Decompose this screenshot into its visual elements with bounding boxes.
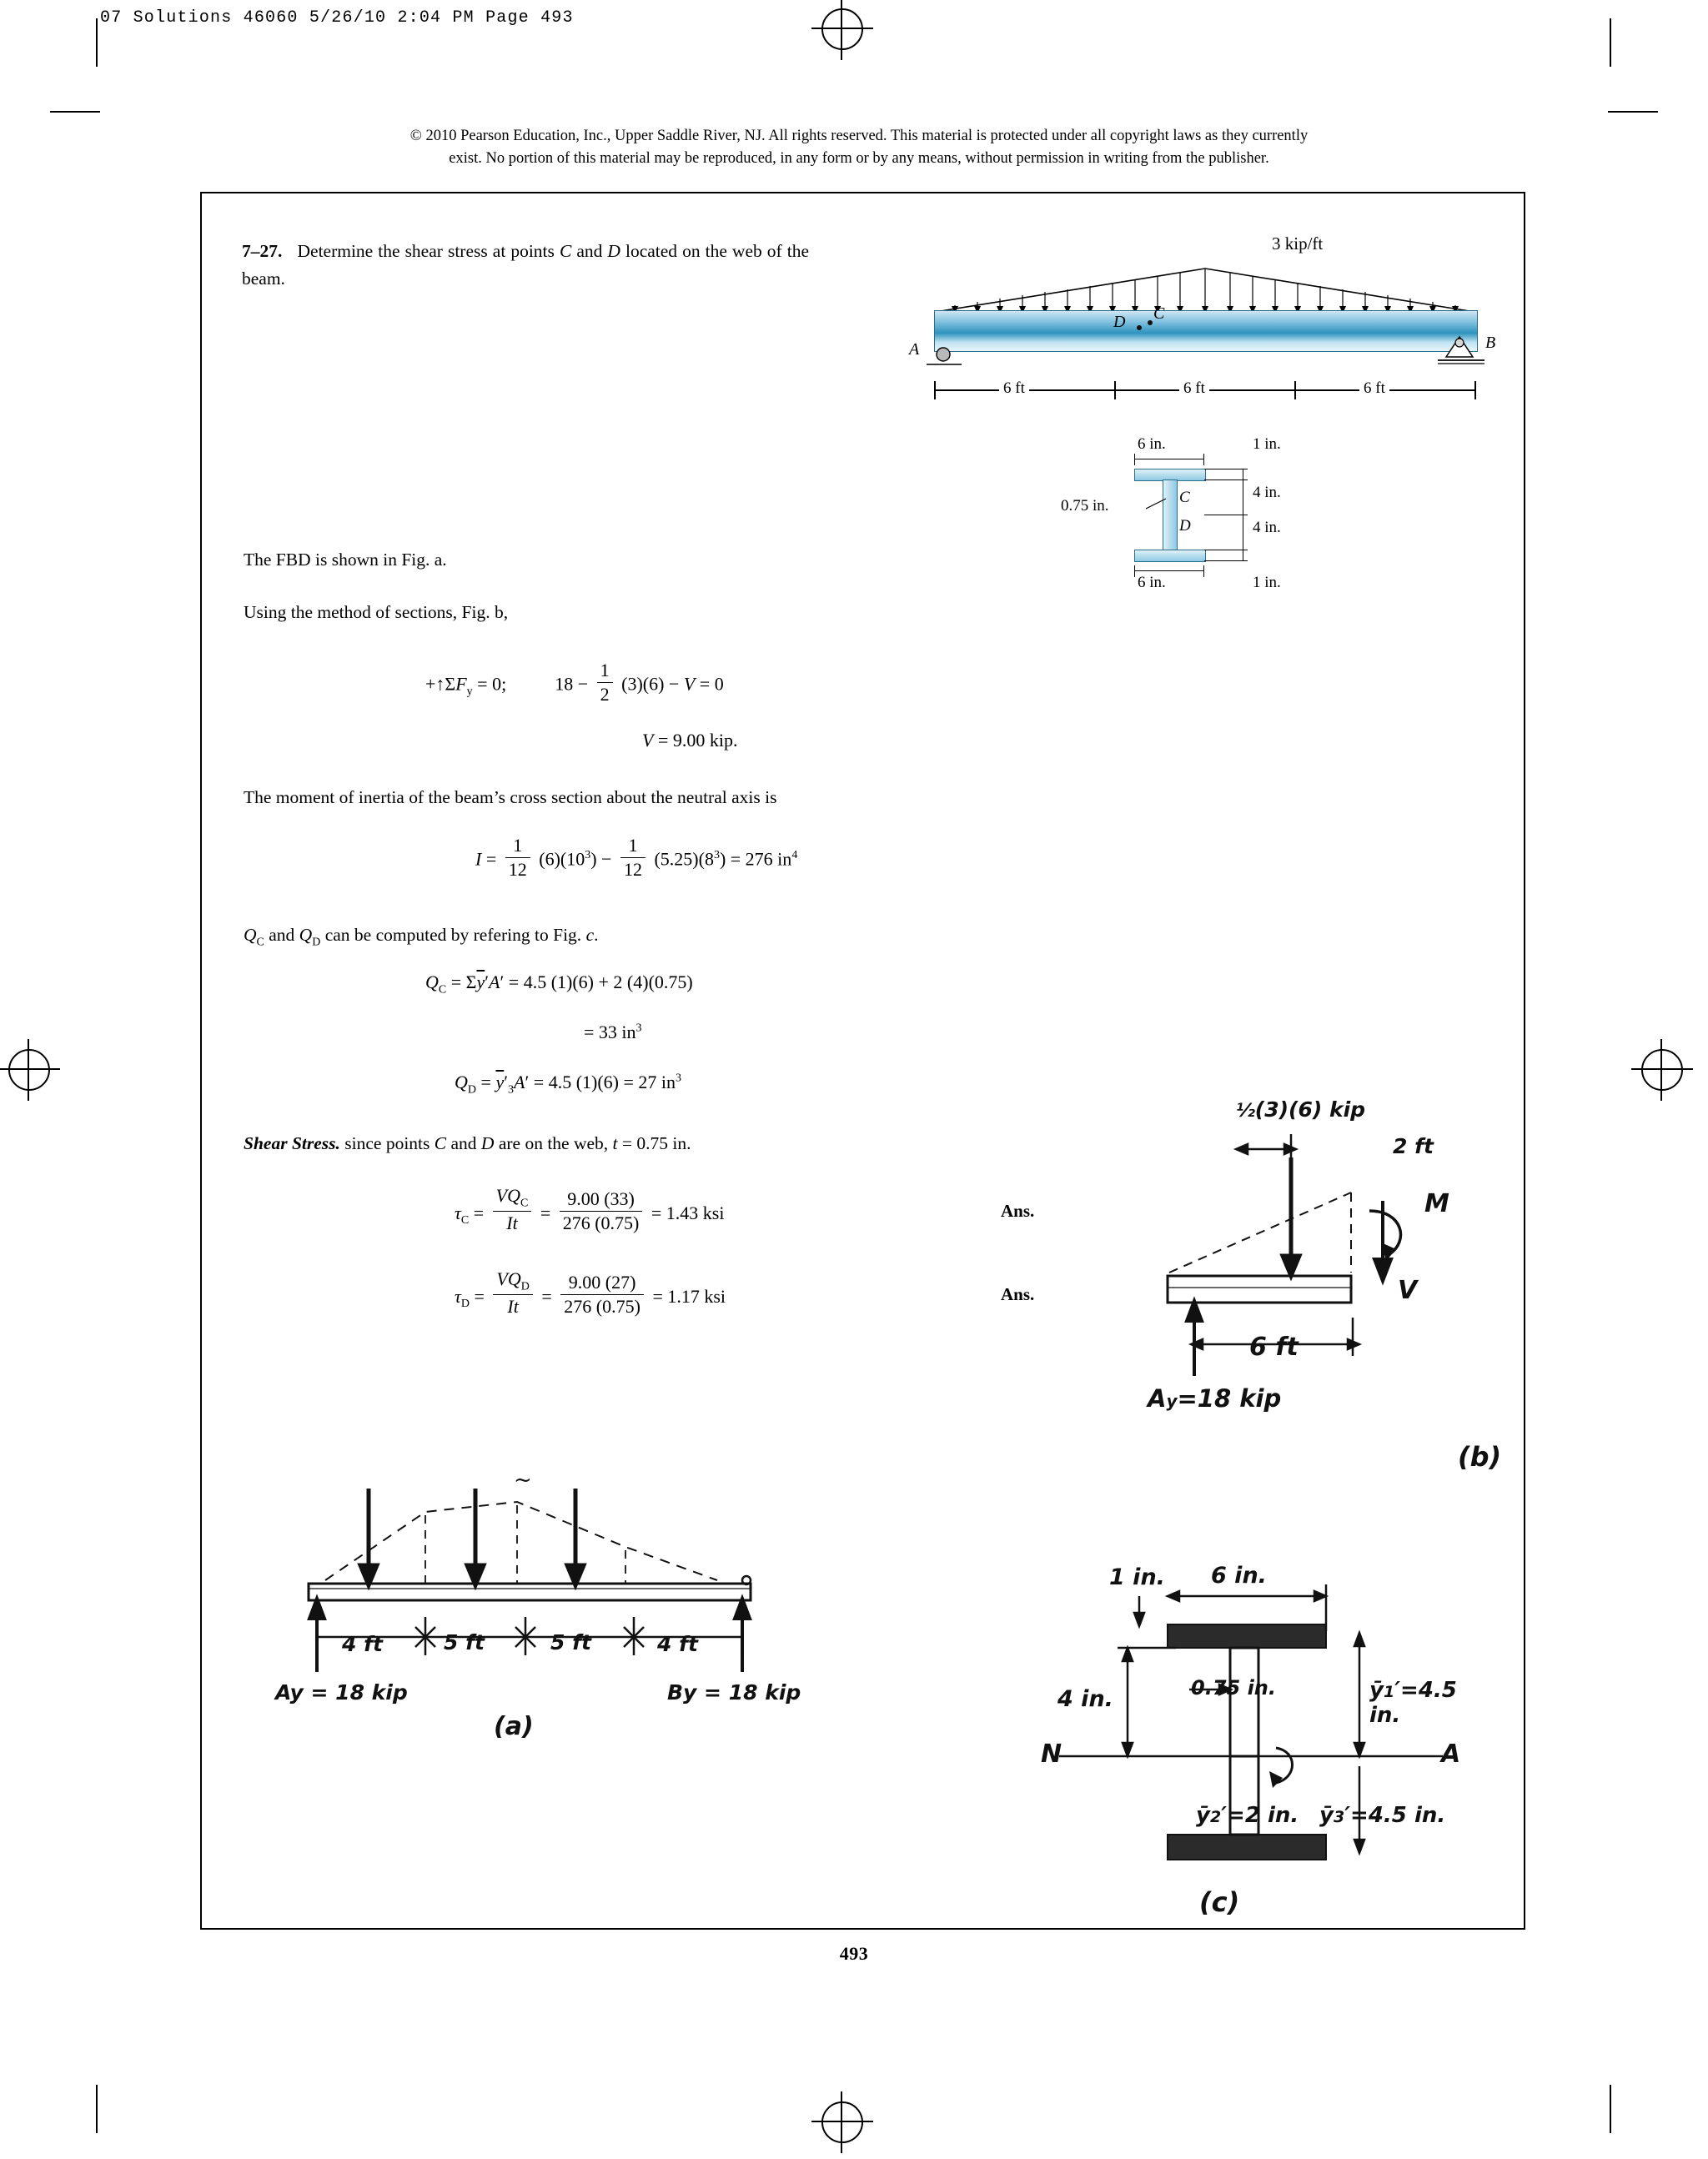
dim-tick xyxy=(1134,565,1135,577)
sections-note: Using the method of sections, Fig. b, xyxy=(244,602,509,622)
crop-mark-tr-h xyxy=(1608,111,1658,113)
pin-support-a xyxy=(922,346,972,371)
fig-c-web-depth: 4 in. xyxy=(1057,1686,1113,1712)
q-note: $Q_C$ and $Q_D$ can be computed by refering to Fig. c. xyxy=(244,925,599,949)
label-web-thickness: 0.75 in. xyxy=(1061,497,1109,515)
copyright-line-1: © 2010 Pearson Education, Inc., Upper Saddle River, NJ. All rights reserved. This material is protected under all copyright laws as they currently xyxy=(409,128,1309,144)
distributed-load-label: 3 kip/ft xyxy=(1272,233,1324,254)
fbd-note: The FBD is shown in Fig. a. xyxy=(244,550,447,570)
crop-mark-tr-v xyxy=(1610,18,1611,67)
fig-a-dim-1: 4 ft xyxy=(342,1632,383,1656)
shear-stress-note: Shear Stress. since points C and D are on the web, t = 0.75 in. xyxy=(244,1133,691,1153)
fig-c-y1: ȳ1′=4.5 in. xyxy=(1369,1678,1457,1728)
label-web-upper: 4 in. xyxy=(1253,484,1281,501)
label-web-lower: 4 in. xyxy=(1253,519,1281,536)
dim-tick xyxy=(1204,479,1248,480)
label-flange-top: 1 in. xyxy=(1253,435,1281,453)
fig-b-moment: M xyxy=(1424,1189,1449,1218)
fig-c-axis-right: A xyxy=(1441,1740,1461,1769)
fig-a-dim-3: 5 ft xyxy=(550,1630,591,1654)
svg-text:~: ~ xyxy=(514,1468,532,1493)
label-flange-bottom: 1 in. xyxy=(1253,574,1281,591)
registration-mark-right xyxy=(1641,1049,1683,1091)
fig-c-web-thk: 0.75 in. xyxy=(1191,1676,1276,1700)
tau-c-equation: $\tau_C$ = $\frac{VQ_C}{It}$ = $\frac{9.00 (33)}{276 (0.75)}$ = 1.43 ksi xyxy=(455,1185,725,1233)
registration-mark-left xyxy=(8,1049,50,1091)
fig-a-dim-2: 5 ft xyxy=(444,1630,485,1654)
label-support-a: A xyxy=(909,340,920,359)
label-top-width: 6 in. xyxy=(1138,435,1166,453)
web-thickness-leader xyxy=(1146,495,1171,512)
beam-dimension-row xyxy=(934,379,1476,408)
label-bottom-width: 6 in. xyxy=(1138,574,1166,591)
beam-dim-2: 6 ft xyxy=(1179,379,1209,398)
fig-a-caption: (a) xyxy=(494,1712,534,1741)
crop-mark-tl-v xyxy=(96,18,98,67)
fig-b-span: 6 ft xyxy=(1249,1333,1299,1362)
fig-c-width: 6 in. xyxy=(1211,1563,1267,1589)
beam-dim-1: 6 ft xyxy=(999,379,1029,398)
copyright-line-2: exist. No portion of this material may be reproduced, in any form or by any means, without permission in writing from the publisher. xyxy=(449,149,1269,167)
label-support-b: B xyxy=(1485,334,1496,352)
qc-value: = 33 $in^3$ xyxy=(584,1022,642,1042)
tau-d-equation: $\tau_D$ = $\frac{VQ_D}{It}$ = $\frac{9.00 (27)}{276 (0.75)}$ = 1.17 ksi xyxy=(455,1268,726,1317)
fig-c-flange-thk: 1 in. xyxy=(1109,1564,1165,1590)
qc-equation: $Q_C = \Sigma\overline{y}'A' = 4.5$ (1)(6) + 2 (4)(0.75) xyxy=(425,972,693,997)
bottom-flange xyxy=(1134,550,1206,562)
dim-tick xyxy=(1203,454,1204,465)
figure-a xyxy=(267,1447,817,1780)
label-point-c: C xyxy=(1153,304,1165,323)
crop-mark-br-v xyxy=(1610,2085,1611,2133)
fig-a-reaction-right: By = 18 kip xyxy=(667,1680,801,1705)
fig-c-caption: (c) xyxy=(1199,1886,1240,1918)
dot-point-c xyxy=(1148,320,1153,325)
roller-support-b xyxy=(1434,334,1496,370)
label-section-point-c: C xyxy=(1179,489,1190,506)
crop-mark-bl-v xyxy=(96,2085,98,2133)
shear-result: V = 9.00 kip. xyxy=(642,730,738,751)
label-section-point-d: D xyxy=(1179,517,1191,535)
fig-c-axis-left: N xyxy=(1041,1740,1062,1769)
file-header-text: 07 Solutions 46060 5/26/10 2:04 PM Page 493 xyxy=(100,8,574,28)
fig-b-reaction: Ay=18 kip xyxy=(1148,1384,1282,1413)
label-point-d: D xyxy=(1113,313,1126,331)
fig-c-y2: ȳ2′=2 in. xyxy=(1196,1803,1299,1828)
dim-line-bottom-width xyxy=(1134,570,1204,571)
fig-b-arm: 2 ft xyxy=(1393,1134,1434,1158)
fig-b-caption: (b) xyxy=(1458,1441,1502,1473)
equilibrium-equation: $+↑\Sigma F_y = 0$; 18 − $\frac{1}{2}$ (3)(6) − V = 0 xyxy=(425,660,724,705)
page-number: 493 xyxy=(839,1943,869,1964)
fig-a-dim-4: 4 ft xyxy=(657,1632,698,1656)
dim-tick xyxy=(1474,381,1476,399)
fig-b-resultant: ½(3)(6) kip xyxy=(1236,1097,1366,1122)
inertia-equation: I = $\frac{1}{12}$ $(6)(10^3)$ − $\frac{1}{12}$ $(5.25)(8^3) = 276$ $in^4$ xyxy=(475,835,798,880)
answer-label-c: Ans. xyxy=(1001,1201,1035,1221)
answer-label-d: Ans. xyxy=(1001,1284,1035,1304)
dim-tick xyxy=(1203,565,1204,577)
registration-mark-bottom xyxy=(821,2101,863,2143)
figure-c xyxy=(1026,1559,1493,1918)
qd-equation: $Q_D = \overline{y}'_3A' = 4.5$ (1)(6) = 27 $in^3$ xyxy=(455,1072,682,1097)
inertia-note: The moment of inertia of the beam’s cross section about the neutral axis is xyxy=(244,787,777,807)
web xyxy=(1163,479,1178,551)
problem-text: Determine the shear stress at points C and D located on the web of the beam. xyxy=(242,241,809,289)
cross-section-diagram xyxy=(1061,434,1426,625)
fig-a-reaction-left: Ay = 18 kip xyxy=(275,1680,408,1705)
registration-mark-top xyxy=(821,8,863,50)
crop-mark-tl-h xyxy=(50,111,100,113)
problem-number: 7–27. xyxy=(242,241,283,261)
beam-body xyxy=(934,310,1478,352)
beam-dim-3: 6 ft xyxy=(1359,379,1389,398)
figure-b xyxy=(1143,1097,1510,1473)
fig-c-y3: ȳ3′=4.5 in. xyxy=(1319,1803,1446,1828)
dim-tick xyxy=(1204,560,1248,561)
dim-tick xyxy=(1134,454,1135,465)
beam-diagram xyxy=(909,233,1497,425)
dot-point-d xyxy=(1137,325,1142,330)
triangular-load-outline xyxy=(934,267,1476,312)
figure-a-sketch xyxy=(267,1447,817,1780)
fig-b-shear: V xyxy=(1398,1276,1418,1305)
figure-c-sketch xyxy=(1026,1559,1493,1910)
problem-statement xyxy=(242,238,809,292)
copyright-notice xyxy=(242,125,1476,170)
